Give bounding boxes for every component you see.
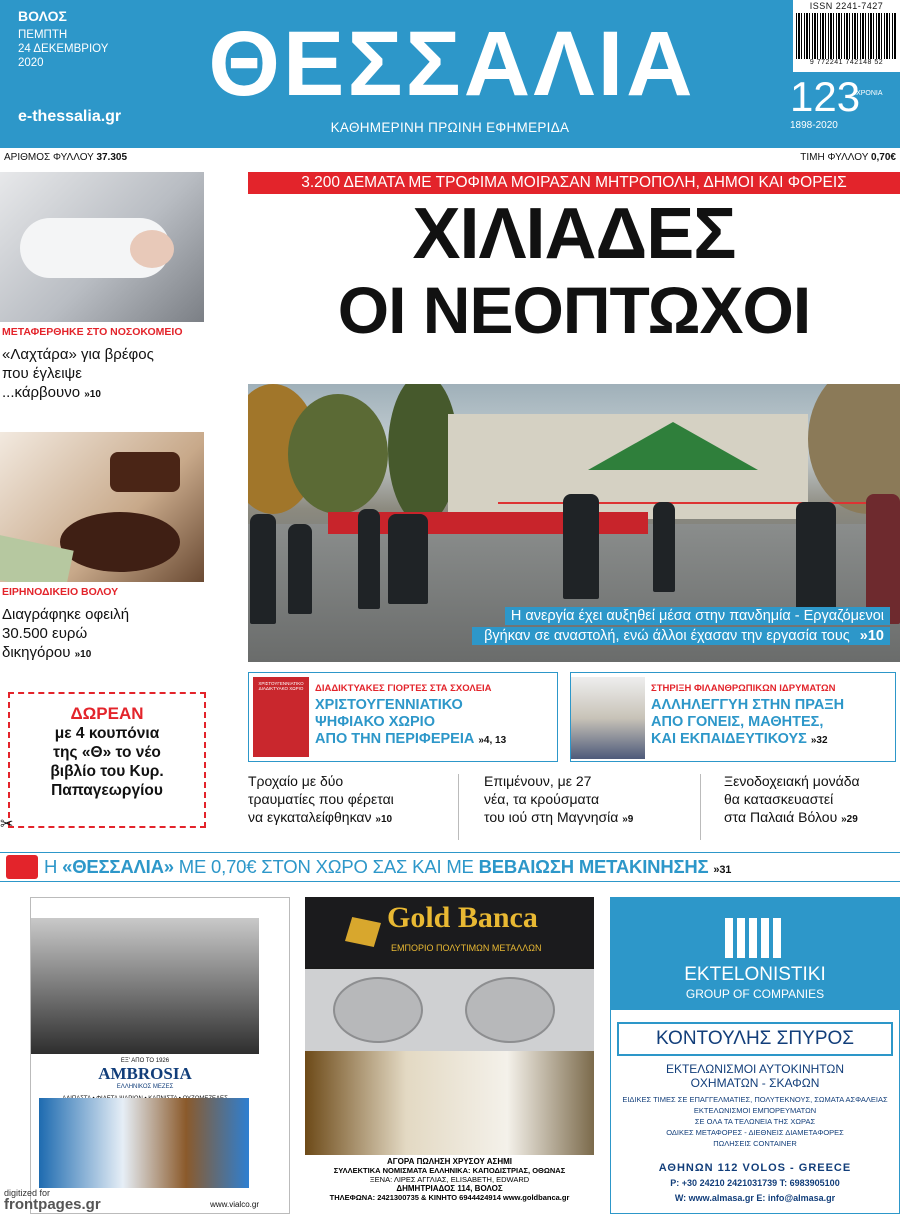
story2-kicker: ΕΙΡΗΝΟΔΙΚΕΙΟ ΒΟΛΟΥ <box>2 586 119 598</box>
goldbanca-sub: ΕΜΠΟΡΙΟ ΠΟΛΥΤΙΜΩΝ ΜΕΤΑΛΛΩΝ <box>391 943 542 953</box>
ad-gold-banca[interactable] <box>305 897 594 1214</box>
box2-line-3: ΚΑΙ ΕΚΠΑΙΔΕΥΤΙΚΟΥΣ <box>651 731 807 747</box>
story2-ref: »10 <box>74 649 92 660</box>
issue-label: ΑΡΙΘΜΟΣ ΦΥΛΛΟΥ <box>4 152 94 163</box>
issn-number: ISSN 2241-7427 <box>809 1 884 11</box>
story1-headline[interactable] <box>2 345 154 404</box>
goldbanca-line-3: ΞΕΝΑ: ΛΙΡΕΣ ΑΓΓΛΙΑΣ, ELISABETH, EDWARD <box>369 1175 530 1184</box>
ektelonistiki-web[interactable]: W: www.almasa.gr E: info@almasa.gr <box>674 1193 836 1203</box>
issue-value: 37.305 <box>96 152 128 163</box>
ektelonistiki-detail-2: ΕΚΤΕΛΩΝΙΣΜΟΙ ΕΜΠΟΡΕΥΜΑΤΩΝ <box>693 1106 817 1115</box>
story1-ref: »10 <box>84 389 101 400</box>
brief2-line-2: νέα, τα κρούσματα <box>484 791 600 807</box>
goldbanca-line-2: ΣΥΛΛΕΚΤΙΚΑ ΝΟΜΙΣΜΑΤΑ ΕΛΛΗΝΙΚΑ: ΚΑΠΟΔΙΣΤΡΙΑΣ, ΟΘΩΝΑΣ <box>333 1166 566 1175</box>
barcode-suffix: 52 <box>874 59 884 66</box>
masthead-tagline: ΚΑΘΗΜΕΡΙΝΗ ΠΡΩΙΝΗ ΕΦΗΜΕΡΙΔΑ <box>330 120 570 135</box>
ambrosia-products-image <box>39 1098 249 1188</box>
brief1-line-3: να εγκαταλείφθηκαν <box>248 809 372 825</box>
box2-ref: »32 <box>810 735 828 746</box>
masthead-date: ΠΕΜΠΤΗ 24 ΔΕΚΕΜΒΡΙΟΥ 2020 <box>18 29 109 69</box>
story2-line-2: 30.500 ευρώ <box>2 625 88 642</box>
brief2-line-1: Επιμένουν, με 27 <box>484 773 592 789</box>
ektelonistiki-person: ΚΟΝΤΟΥΛΗΣ ΣΠΥΡΟΣ <box>617 1022 893 1056</box>
coin-icon <box>465 977 555 1043</box>
brief3-line-2: θα κατασκευαστεί <box>724 791 834 807</box>
baby-photo[interactable] <box>0 172 204 322</box>
story2-headline[interactable] <box>2 605 129 664</box>
coin-icon <box>333 977 423 1043</box>
issue-number <box>4 152 127 163</box>
bar-part-1: Η <box>44 856 63 877</box>
box1-line-2: ΨΗΦΙΑΚΟ ΧΩΡΙΟ <box>315 714 435 730</box>
caption-line-1: Η ανεργία έχει αυξηθεί μέσα στην πανδημία - Εργαζόμενοι <box>505 607 890 625</box>
coupon-line-5: Παπαγεωργίου <box>51 782 163 799</box>
watermark <box>4 1187 101 1211</box>
watermark-line-1: digitized for <box>4 1188 51 1198</box>
coupon-line-3: της «Θ» το νέο <box>53 744 161 761</box>
story1-line-3: ...κάρβουνο <box>2 384 81 401</box>
box-digital-village[interactable] <box>248 672 558 762</box>
ambrosia-sub: ΕΛΛΗΝΙΚΟΣ ΜΕΖΕΣ <box>116 1084 174 1090</box>
ambrosia-brand: AMBROSIA <box>98 1064 192 1083</box>
container-logo-icon <box>725 918 785 958</box>
lead-photo-caption <box>316 606 890 646</box>
box-solidarity[interactable] <box>570 672 896 762</box>
newspaper-logo: ΘΕΣΣΑΛΙΑ <box>208 13 696 115</box>
barcode-number: 9 772241 742148 <box>809 59 872 66</box>
story2-line-1: Διαγράφηκε οφειλή <box>2 606 130 623</box>
caption-ref: »10 <box>859 628 884 644</box>
brief-covid[interactable] <box>484 772 633 829</box>
ektelonistiki-address: ΑΘΗΝΩΝ 112 VOLOS - GREECE <box>658 1162 852 1174</box>
brief1-line-2: τραυματίες που φέρεται <box>248 791 394 807</box>
ektelonistiki-service-2: ΟΧΗΜΑΤΩΝ - ΣΚΑΦΩΝ <box>690 1076 820 1090</box>
ambrosia-photo <box>31 918 259 1054</box>
ektelonistiki-detail-5: ΠΩΛΗΣΕΙΣ CONTAINER <box>713 1139 797 1148</box>
bar-part-4: ΒΕΒΑΙΩΣΗ ΜΕΤΑΚΙΝΗΣΗΣ <box>478 856 709 877</box>
goldbanca-address: ΔΗΜΗΤΡΙΑΔΟΣ 114, ΒΟΛΟΣ <box>396 1184 503 1193</box>
coupon-line-2: με 4 κουπόνια <box>54 725 160 742</box>
issue-price <box>800 152 896 163</box>
anniversary-years: 123 <box>790 73 861 120</box>
lead-kicker: 3.200 ΔΕΜΑΤΑ ΜΕ ΤΡΟΦΙΜΑ ΜΟΙΡΑΣΑΝ ΜΗΤΡΟΠΟΛΗ, ΔΗΜΟΙ ΚΑΙ ΦΟΡΕΙΣ <box>248 172 900 194</box>
ektelonistiki-detail-3: ΣΕ ΟΛΑ ΤΑ ΤΕΛΩΝΕΙΑ ΤΗΣ ΧΩΡΑΣ <box>694 1117 816 1126</box>
box2-line-2: ΑΠΟ ΓΟΝΕΙΣ, ΜΑΘΗΤΕΣ, <box>651 714 824 730</box>
masthead-city: ΒΟΛΟΣ <box>18 8 67 24</box>
ektelonistiki-phone: P: +30 24210 2421031739 T: 6983905100 <box>670 1178 840 1188</box>
box1-line-1: ΧΡΙΣΤΟΥΓΕΝΝΙΑΤΙΚΟ <box>315 697 463 713</box>
ektelonistiki-detail-4: ΟΔΙΚΕΣ ΜΕΤΑΦΟΡΕΣ - ΔΙΕΘΝΕΙΣ ΔΙΑΜΕΤΑΦΟΡΕΣ <box>666 1128 844 1137</box>
goldbanca-line-1: ΑΓΟΡΑ ΠΩΛΗΣΗ ΧΡΥΣΟΥ ΑΣΗΜΙ <box>387 1157 512 1166</box>
promo-bar-text <box>44 856 731 878</box>
headline-line-1: ΧΙΛΙΑΔΕΣ <box>412 194 736 274</box>
coupon-title: ΔΩΡΕΑΝ <box>70 704 144 723</box>
ektelonistiki-group: GROUP OF COMPANIES <box>685 987 825 1001</box>
box1-ref: »4, 13 <box>478 735 507 746</box>
brief-hotel[interactable] <box>724 772 860 829</box>
ektelonistiki-service-1: ΕΚΤΕΛΩΝΙΣΜΟΙ ΑΥΤΟΚΙΝΗΤΩΝ <box>665 1062 845 1076</box>
barcode-image <box>796 13 897 59</box>
headline-line-2: ΟΙ ΝΕΟΠΤΩΧΟΙ <box>337 273 811 347</box>
goldbanca-contact: ΤΗΛΕΦΩΝΑ: 2421300735 & ΚΙΝΗΤΟ 6944424914 www.goldbanca.gr <box>329 1193 570 1202</box>
divider <box>700 774 701 840</box>
ambrosia-url[interactable]: www.vialco.gr <box>210 1200 259 1209</box>
masthead-website-link[interactable]: e-thessalia.gr <box>18 108 122 125</box>
ektelonistiki-detail-1: ΕΙΔΙΚΕΣ ΤΙΜΕΣ ΣΕ ΕΠΑΓΓΕΛΜΑΤΙΕΣ, ΠΟΛΥΤΕΚΝΟΥΣ, ΣΩΜΑΤΑ ΑΣΦΑΛΕΙΑΣ <box>622 1095 888 1104</box>
brief-accident[interactable] <box>248 772 394 829</box>
box2-line-1: ΑΛΛΗΛΕΓΓΥΗ ΣΤΗΝ ΠΡΑΞΗ <box>651 697 845 713</box>
brief3-line-1: Ξενοδοχειακή μονάδα <box>724 773 860 789</box>
anniversary-range: 1898-2020 <box>790 120 838 131</box>
coupon-promo[interactable] <box>8 692 206 828</box>
brief3-line-3: στα Παλαιά Βόλου <box>724 809 838 825</box>
price-value: 0,70€ <box>870 152 896 163</box>
goldbanca-brand: Gold Banca <box>387 901 538 934</box>
brief2-line-3: του ιού στη Μαγνησία <box>484 809 619 825</box>
box1-thumbnail: ΧΡΙΣΤΟΥΓΕΝΝΙΑΤΙΚΟ ΔΙΑΔΙΚΤΥΑΚΟ ΧΩΡΙΟ <box>253 677 309 757</box>
brief1-ref: »10 <box>375 814 393 825</box>
ambrosia-since: ΕΞ' ΑΠΟ ΤΟ 1926 <box>120 1058 170 1064</box>
price-label: ΤΙΜΗ ΦΥΛΛΟΥ <box>800 152 869 163</box>
ad-ektelonistiki[interactable] <box>610 897 900 1214</box>
story1-line-2: που έγλειψε <box>2 365 82 382</box>
caption-line-2: βγήκαν σε αναστολή, ενώ άλλοι έχασαν την εργασία τους <box>478 627 856 645</box>
box2-kicker: ΣΤΗΡΙΞΗ ΦΙΛΑΝΘΡΩΠΙΚΩΝ ΙΔΡΥΜΑΤΩΝ <box>651 683 836 694</box>
ad-ambrosia[interactable] <box>30 897 290 1214</box>
anniversary-word: ΧΡΟΝΙΑ <box>856 90 883 97</box>
bar-ref: »31 <box>713 864 732 876</box>
box1-kicker: ΔΙΑΔΙΚΤΥΑΚΕΣ ΓΙΟΡΤΕΣ ΣΤΑ ΣΧΟΛΕΙΑ <box>315 683 492 694</box>
gavel-photo[interactable] <box>0 432 204 582</box>
lead-headline[interactable] <box>248 196 900 348</box>
brief2-ref: »9 <box>622 814 634 825</box>
story2-line-3: δικηγόρου <box>2 644 71 661</box>
anniversary-badge <box>790 73 895 131</box>
newspaper-icon <box>6 855 38 879</box>
watermark-line-2: frontpages.gr <box>4 1196 101 1213</box>
box1-line-3: ΑΠΟ ΤΗΝ ΠΕΡΙΦΕΡΕΙΑ <box>315 731 475 747</box>
ektelonistiki-brand: EKTELONISTIKI <box>684 964 826 985</box>
box2-thumbnail <box>571 677 645 759</box>
story1-kicker: ΜΕΤΑΦΕΡΘΗΚΕ ΣΤΟ ΝΟΣΟΚΟΜΕΙΟ <box>2 326 183 338</box>
barcode-box <box>793 0 900 72</box>
coupon-line-4: βιβλίο του Κυρ. <box>50 763 164 780</box>
scissors-icon: ✂ <box>0 816 14 833</box>
story1-line-1: «Λαχτάρα» για βρέφος <box>2 346 154 363</box>
divider <box>458 774 459 840</box>
brief1-line-1: Τροχαίο με δύο <box>248 773 344 789</box>
bar-part-3: ΜΕ 0,70€ ΣΤΟΝ ΧΩΡΟ ΣΑΣ ΚΑΙ ΜΕ <box>173 856 479 877</box>
brief3-ref: »29 <box>841 814 858 825</box>
bar-part-2: «ΘΕΣΣΑΛΙΑ» <box>62 856 174 877</box>
